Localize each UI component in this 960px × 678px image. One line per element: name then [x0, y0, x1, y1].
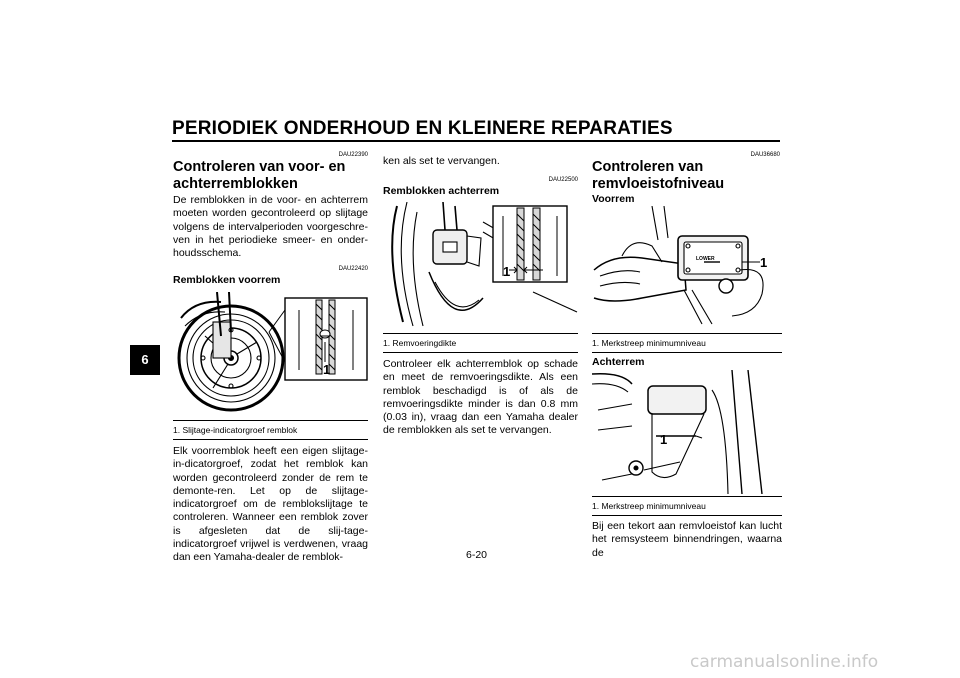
subheading-rear-brake: Achterrem	[592, 356, 645, 368]
rear-brake-illustration	[383, 202, 579, 328]
subheading-front-pads: Remblokken voorrem	[173, 274, 281, 286]
chapter-tab: 6	[130, 345, 160, 375]
rear-fig-caption: 1. Remvoeringdikte	[383, 338, 457, 348]
figure-divider	[383, 352, 578, 353]
rear-fig-callout: 1	[503, 264, 511, 279]
figure-divider	[383, 333, 578, 334]
front-fig-callout: 1	[323, 362, 331, 377]
figure-divider	[173, 439, 368, 440]
figure-divider	[173, 420, 368, 421]
brake-fluid-paragraph: Bij een tekort aan remvloeistof kan lucht het remsysteem binnendringen, waarna de	[592, 520, 782, 559]
front-brake-illustration	[173, 292, 369, 418]
rear-pads-paragraph: Controleer elk achterremblok op schade en meet de remvoeringsdikte. Als een remblok beschadigd is of als de remvoeringsdikte minder is dan 0.8 mm (0.03 in), vraag dan een Yamaha dealer de remblokken als set te vervangen.	[383, 358, 578, 437]
front-fig-caption: 1. Slijtage-indicatorgroef remblok	[173, 425, 298, 435]
figure-divider	[592, 496, 782, 497]
front-pads-paragraph: Elk voorremblok heeft een eigen slijtage-in-dicatorgroef, zodat het remblok kan worden gecontroleerd zonder de rem te demonte-ren. Let op de slijtage-indicatorgroef om de remblokslijtage te controleren. Wanneer een remblok zover is afgesleten dat de slij-tage-indicatorgroef vrijwel is verdwenen, vraag dan een Yamaha-dealer de remblok-	[173, 445, 368, 564]
figure-divider	[592, 333, 782, 334]
rear-reservoir-illustration	[592, 370, 780, 494]
page-title: PERIODIEK ONDERHOUD EN KLEINERE REPARATIES	[172, 118, 673, 139]
section-code: DAU22390	[338, 152, 368, 158]
rear-reservoir-caption: 1. Merkstreep minimumniveau	[592, 501, 706, 511]
section-code: DAU22420	[338, 266, 368, 272]
subheading-front-brake: Voorrem	[592, 193, 635, 205]
section-code: DAU36680	[750, 152, 780, 158]
subheading-rear-pads: Remblokken achterrem	[383, 185, 500, 197]
front-reservoir-caption: 1. Merkstreep minimumniveau	[592, 338, 706, 348]
page-number: 6-20	[466, 549, 488, 561]
title-rule	[172, 140, 780, 142]
figure-divider	[592, 352, 782, 353]
rear-reservoir-callout: 1	[660, 432, 668, 447]
figure-divider	[592, 515, 782, 516]
section-heading-brake-pads: Controleren van voor- en achterremblokken	[173, 159, 346, 192]
continued-text: ken als set te vervangen.	[383, 155, 500, 167]
front-reservoir-callout: 1	[760, 255, 768, 270]
front-reservoir-illustration	[592, 206, 780, 326]
section-heading-brake-fluid: Controleren van remvloeistofniveau	[592, 159, 725, 192]
intro-paragraph: De remblokken in de voor- en achterrem moeten worden gecontroleerd op slijtage volgens de intervalperioden voorgeschre-ven in het periodieke smeer- en onder-houdsschema.	[173, 194, 368, 260]
reservoir-lower-mark: LOWER	[696, 256, 715, 262]
section-code: DAU22500	[548, 177, 578, 183]
watermark[interactable]: carmanualsonline.info	[690, 652, 879, 672]
